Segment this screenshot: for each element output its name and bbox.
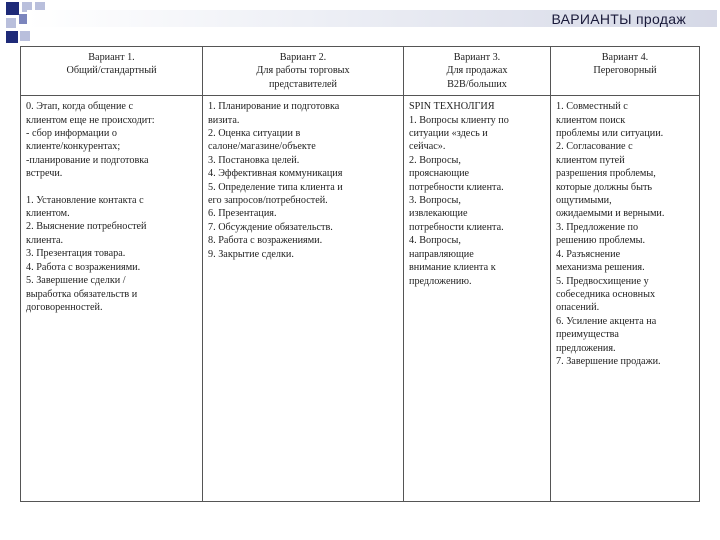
table-cell (551, 96, 700, 502)
cell-line: предложения. (556, 342, 616, 354)
cell-line: SPIN ТЕХНОЛГИЯ (409, 101, 495, 113)
cell-line: потребности клиента. (409, 181, 504, 193)
cell-line: преимущества (556, 329, 619, 341)
cell-line: 4. Работа с возражениями. (26, 261, 141, 273)
cell-line: разрешения проблемы, (556, 168, 656, 180)
column-header (404, 47, 551, 96)
cell-line: клиентом. (26, 208, 70, 220)
cell-line: - сбор информации о (26, 128, 117, 140)
cell-line: сейчас». (409, 141, 446, 153)
cell-line: проблемы или ситуации. (556, 128, 664, 140)
cell-line: решению проблемы. (556, 235, 646, 247)
column-subtitle: Для работы торговых (256, 65, 350, 77)
cell-line: 8. Работа с возражениями. (208, 235, 323, 247)
column-subtitle: B2B/больших (447, 78, 507, 90)
cell-line: клиента. (26, 234, 64, 246)
cell-line: 4. Вопросы, (409, 235, 461, 247)
column-header (21, 47, 203, 96)
column-title: Вариант 2. (279, 52, 327, 63)
cell-line: извлекающие (409, 208, 468, 220)
cell-line: договоренностей. (26, 301, 103, 313)
cell-line: клиенте/конкурентах; (26, 141, 121, 153)
column-title: Вариант 3. (453, 52, 501, 63)
cell-line: прояснающие (409, 168, 470, 180)
column-header (551, 47, 700, 96)
cell-line: 1. Вопросы клиенту по (409, 114, 509, 126)
cell-line: 3. Вопросы, (409, 195, 461, 207)
cell-line: 4. Разъяснение (556, 248, 621, 260)
paragraph-gap (26, 181, 197, 194)
cell-line: встречи. (26, 168, 63, 180)
cell-line: 6. Усиление акцента на (556, 315, 657, 327)
cell-line: 5. Определение типа клиента и (208, 181, 343, 193)
cell-line: 1. Установление контакта с (26, 194, 144, 206)
cell-line: механизма решения. (556, 262, 645, 274)
page-title: ВАРИАНТЫ продаж (551, 11, 686, 27)
cell-line: 2. Вопросы, (409, 154, 461, 166)
cell-line: 2. Согласование с (556, 141, 633, 153)
cell-line: предложению. (409, 275, 472, 287)
deco-square (6, 2, 19, 15)
cell-line: ситуации «здесь и (409, 128, 488, 140)
cell-line: 2. Выяснение потребностей (26, 221, 147, 233)
table-cell (404, 96, 551, 502)
cell-line: 9. Закрытие сделки. (208, 248, 294, 260)
cell-line: 6. Презентация. (208, 208, 277, 220)
deco-square (6, 31, 18, 43)
cell-line: 1. Планирование и подготовка (208, 101, 340, 113)
cell-line: 1. Совместный с (556, 101, 628, 113)
cell-line: опасений. (556, 302, 600, 314)
cell-line: внимание клиента к (409, 262, 496, 274)
column-subtitle: Общий/стандартный (66, 65, 157, 77)
table-cell (21, 96, 203, 502)
deco-square (20, 31, 30, 41)
sales-variants-table (20, 46, 700, 502)
cell-line: салоне/магазине/объекте (208, 141, 316, 153)
cell-line: клиентом еще не происходит: (26, 114, 155, 126)
column-title: Вариант 4. (601, 52, 649, 63)
table-row (21, 96, 700, 502)
cell-line: 5. Предвосхищение у (556, 275, 649, 287)
cell-line: ощутимыми, (556, 195, 612, 207)
cell-line: 7. Обсуждение обязательств. (208, 221, 333, 233)
cell-line: направляющие (409, 248, 474, 260)
table-header-row (21, 47, 700, 96)
table-cell (203, 96, 404, 502)
cell-line: -планирование и подготовка (26, 154, 149, 166)
cell-line: 7. Завершение продажи. (556, 355, 661, 367)
cell-line: клиентом поиск (556, 114, 626, 126)
cell-line: 3. Постановка целей. (208, 154, 300, 166)
cell-line: визита. (208, 114, 240, 126)
column-header (203, 47, 404, 96)
column-subtitle: Для продажах (446, 65, 508, 77)
cell-line: собеседника основных (556, 288, 656, 300)
cell-line: 4. Эффективная коммуникация (208, 168, 343, 180)
cell-line: 2. Оценка ситуации в (208, 128, 301, 140)
column-subtitle: представителей (268, 78, 338, 90)
cell-line: потребности клиента. (409, 221, 504, 233)
cell-line: 3. Презентация товара. (26, 248, 126, 260)
cell-line: 3. Предложение по (556, 221, 639, 233)
cell-line: 0. Этап, когда общение с (26, 101, 134, 113)
cell-line: которые должны быть (556, 181, 653, 193)
column-subtitle: Переговорный (593, 65, 657, 77)
cell-line: выработка обязательств и (26, 288, 138, 300)
cell-line: клиентом путей (556, 154, 625, 166)
cell-line: его запросов/потребностей. (208, 195, 328, 207)
column-title: Вариант 1. (88, 52, 135, 63)
cell-line: 5. Завершение сделки / (26, 275, 126, 287)
deco-square (6, 18, 16, 28)
cell-line: ожидаемыми и верными. (556, 208, 665, 220)
